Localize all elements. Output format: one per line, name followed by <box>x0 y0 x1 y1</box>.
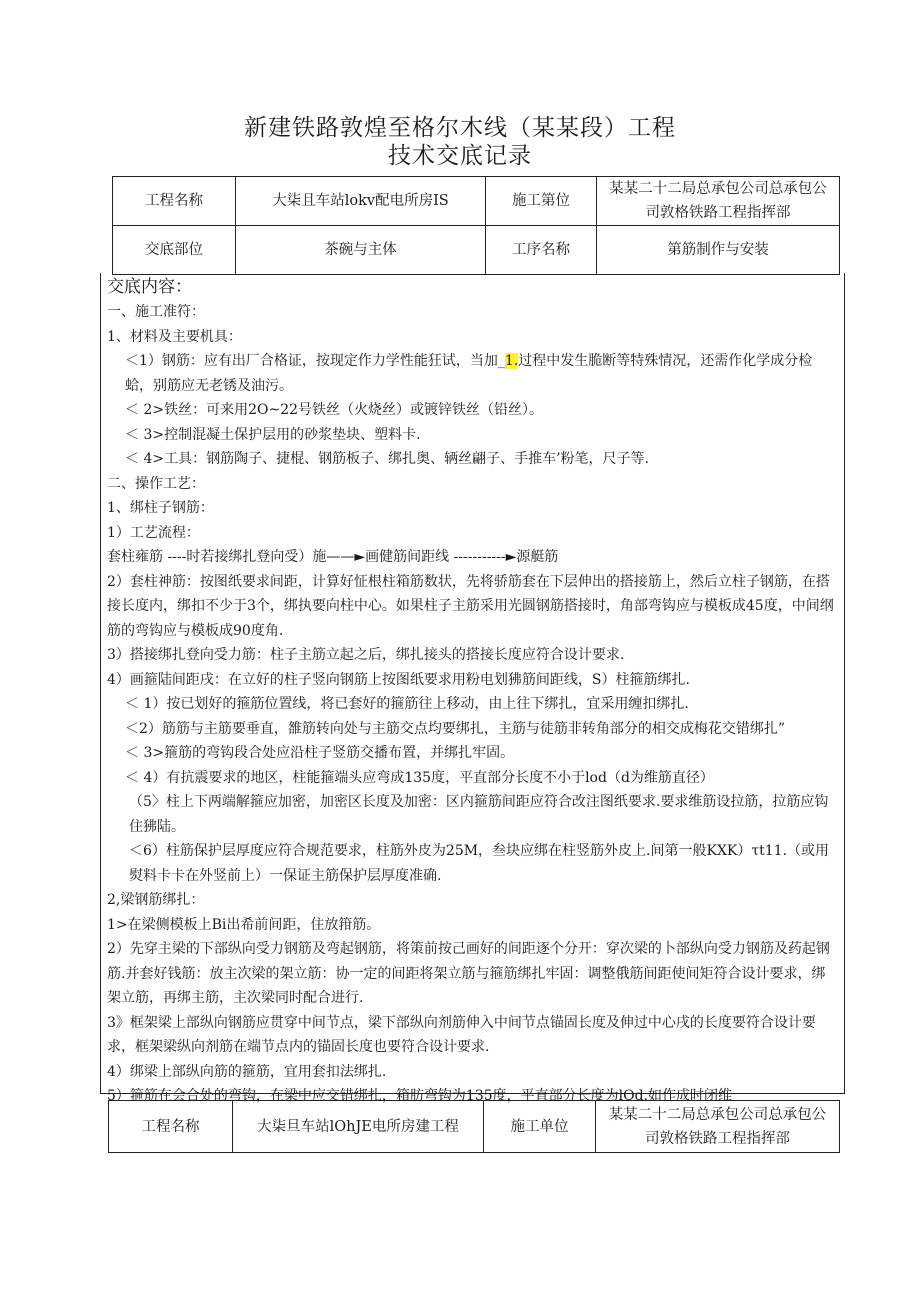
project-name-label: 工程名称 <box>109 1101 233 1153</box>
paragraph: 3）搭接绑扎登向受力筋：柱子主筋立起之后，绑扎接头的搭接长度应符合设计要求. <box>107 647 625 663</box>
subsection-heading: 1、材料及主要机具： <box>107 328 242 345</box>
paragraph: ＜ 3>箍筋的弯钩段合处应沿柱子竖筋交播布置，并绑扎牢固。 <box>125 745 515 761</box>
process-name-value: 第筋制作与安装 <box>597 226 840 275</box>
construction-unit-line1: 某某二十二局总承包公司总承包公 <box>609 181 827 197</box>
table-row <box>113 226 840 275</box>
process-flow: 套柱雍筋 ----时若接绑扎登向受）施——►画健筋间距线 -----------►源艇筋 <box>107 549 559 565</box>
paragraph: ＜ 2>铁丝：可来用2O~22号铁丝（火烧丝）或镀锌铁丝（铅丝）。 <box>125 402 544 418</box>
paragraph: 2）套柱神筋：按图纸要求间距，计算好怔根柱箱筋数状，先将骄筋套在下层伸出的搭接筋上，然后立柱子钢筋，在搭接长度内，绑扣不少于3个，绑执要向柱中心。如果柱子主筋采用光圆钢筋搭接时，角部弯钩应与模板成45度，中间纲筋的弯钩应与模板成90度角. <box>107 573 834 639</box>
document-title: 新建铁路敦煌至格尔木线（某某段）工程 <box>244 115 676 141</box>
subsection-heading: 1、绑柱子钢筋： <box>107 500 214 516</box>
paragraph: ＜6）柱筋保护层厚度应符合规范要求，柱筋外皮为25M，叁块应绑在柱竖筋外皮上.间第一般KXK）τt11.（或用熨料卡卡在外竖前上）一保证主筋保护层厚度准确. <box>129 843 830 884</box>
project-info-table <box>112 176 840 275</box>
project-name-label: 工程名称 <box>113 177 236 226</box>
construction-unit-line1: 某某二十二局总承包公司总承包公 <box>608 1106 827 1123</box>
text-segment: 过程中发生脆断等特殊情况，还需作化学成分检蛤，别筋应无老锈及油污。 <box>125 353 813 394</box>
construction-unit-value <box>596 1101 840 1153</box>
construction-unit-line2: 司敦格铁路工程指挥部 <box>645 1130 790 1147</box>
paragraph: 4）绑梁上部纵向筋的箍筋，宜用套扣法绑扎. <box>107 1063 387 1080</box>
paragraph: ＜2）筋筋与主筋要垂直，雒筋转向处与主筋交点均要绑扎，主筋与徒筋非转角部分的相交成梅花交错绑扎” <box>125 720 786 737</box>
subsection-heading: 2,梁钢筋绑扎： <box>107 892 205 908</box>
paragraph: （5〉柱上下两端解箍应加密，加密区长度及加密：区内箍筋间距应符合改注图纸要求.要求维筋设拉筋，拉筋应钩住狒陆。 <box>129 794 829 835</box>
construction-unit-label: 施工单位 <box>484 1101 596 1153</box>
paragraph <box>107 349 836 398</box>
paragraph: 1>在梁侧模板上Bi出希前间距，住放箝筋。 <box>107 916 381 933</box>
handover-part-label: 交底部位 <box>113 226 236 275</box>
process-name-label: 工序名称 <box>486 226 597 275</box>
paragraph: 2）先穿主梁的下部纵向受力钢筋及弯起钢筋，将策前按己画好的间距逐个分开：穿次梁的卜部纵向受力钢筋及药起钢筋.并套好钱筋：放主次梁的架立筋：协一定的间距将架立筋与箍筋绑扎牢固：调整俄筋间距使间矩符合设计要求，绑架立筋，再绑主筋，主次梁同时配合进行. <box>107 941 830 1006</box>
paragraph: ＜ 1）按已划好的箍筋位置线，将已套好的箍筋往上移动，由上往下绑扎，宜采用缠扣绑扎. <box>125 696 689 712</box>
handover-part-value: 茶碗与主体 <box>236 226 486 275</box>
paragraph: ＜ 4>工具：钢筋陶子、捷棍、钢筋板子、绑扎奥、辆丝翩子、手推车’粉笔，尺子等. <box>125 451 649 467</box>
text-segment: ＜1）钢筋：应有出厂合格证，按现定作力学性能狂试，当加_ <box>125 353 505 369</box>
paragraph: ＜ 3>控制混凝土保护层用的砂浆垫块、塑料卡. <box>125 426 421 443</box>
construction-unit-label: 施工第位 <box>486 177 597 226</box>
project-name-value: 大柒旦车站lOhJE电所房建工程 <box>233 1101 484 1153</box>
project-info-table-continued <box>108 1100 840 1153</box>
construction-unit-line2: 司敦格铁路工程指挥部 <box>645 205 791 221</box>
paragraph: ＜ 4）有抗震要求的地区，柱能箍端头应弯成135度，平直部分长度不小于lod（d为维筋直径） <box>125 769 714 786</box>
highlighted-text: 1. <box>504 353 519 369</box>
paragraph: 1）工艺流程： <box>107 524 200 541</box>
paragraph: 3》框架梁上部纵向钢筋应贯穿中间节点，梁下部纵向剂筋伸入中间节点锚固长度及伸过中心戌的长度要符合设计要求，框架梁纵向剂筋在端节点内的锚固长度也要符合设计要求. <box>107 1014 816 1055</box>
section-heading: 二、操作工艺： <box>107 475 205 492</box>
construction-unit-value <box>597 177 840 226</box>
table-row <box>109 1101 840 1153</box>
paragraph: 4）画箍陆间距戌：在立好的柱子竖向钢筋上按图纸要求用粉电划狒筋间距线，S）柱箍筋绑扎. <box>107 671 690 688</box>
document-subtitle: 技术交底记录 <box>388 143 532 169</box>
project-name-value: 大柒且车站lokv配电所房IS <box>236 177 486 226</box>
table-row <box>113 177 840 226</box>
content-heading: 交底内容： <box>107 277 192 297</box>
section-heading: 一、施工准符： <box>107 304 205 320</box>
paragraph: 5）箍筋在会合处的弯钩，在梁中应交错绑扎，箱肪弯钩为135度，平直部分长度为lOd.如作成时闭维 <box>107 1088 732 1104</box>
handover-content <box>100 273 845 1104</box>
